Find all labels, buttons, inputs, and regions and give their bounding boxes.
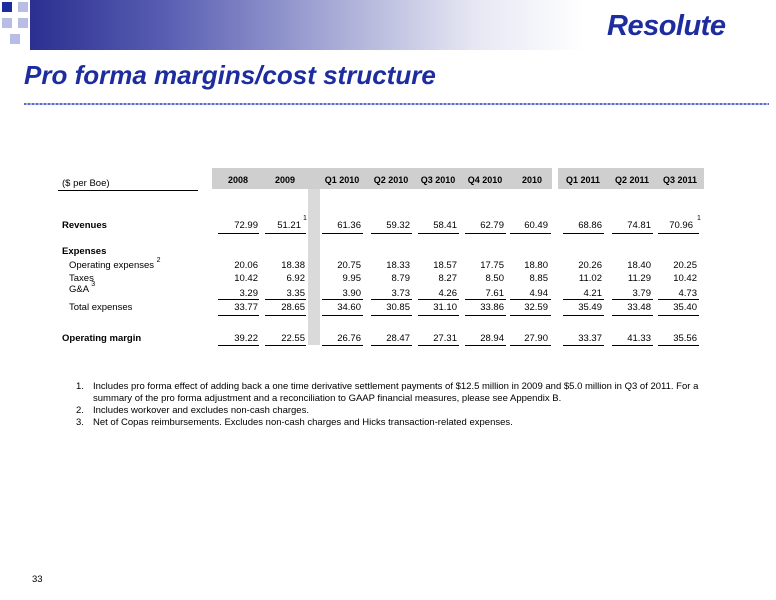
total-expenses-value: 35.40 [673,302,697,313]
revenues-value: 60.49 [524,220,548,231]
cell-underline [371,315,412,316]
cell-underline [465,299,506,300]
ga-value: 7.61 [485,288,504,299]
cell-underline [510,315,551,316]
total-expenses-value: 33.77 [234,302,258,313]
column-separator [308,189,320,345]
operating-margin-value: 33.37 [578,333,602,344]
row-label-operating-margin: Operating margin [62,333,142,344]
total-expenses-value: 33.86 [480,302,504,313]
cell-underline [322,315,363,316]
cell-underline [322,299,363,300]
opex-value: 20.25 [673,260,697,271]
ga-value: 3.29 [239,288,258,299]
ga-value: 4.21 [583,288,602,299]
cell-underline [612,233,653,234]
cell-underline [612,299,653,300]
cell-underline [658,345,699,346]
taxes-value: 8.79 [391,273,410,284]
column-header: Q2 2011 [614,175,650,185]
opex-value: 20.75 [337,260,361,271]
operating-margin-value: 35.56 [673,333,697,344]
cell-underline [418,233,459,234]
operating-margin-value: 28.94 [480,333,504,344]
cell-underline [371,345,412,346]
column-header: Q3 2010 [420,175,456,185]
opex-value: 18.38 [281,260,305,271]
page-title: Pro forma margins/cost structure [24,60,436,90]
cell-underline [510,299,551,300]
revenues-value: 70.96 [669,220,693,231]
total-expenses-value: 35.49 [578,302,602,313]
total-expenses-value: 30.85 [386,302,410,313]
cell-underline [465,345,506,346]
cell-underline [563,233,604,234]
taxes-value: 10.42 [234,273,258,284]
footnote-text: Includes pro forma effect of adding back a one time derivative settlement payments of $12.5 million in 2009 and $5.0 million in Q3 of 2011. For a [93,381,699,392]
cell-underline [418,299,459,300]
ga-value: 4.94 [529,288,548,299]
column-header: Q4 2010 [467,175,503,185]
taxes-value: 11.29 [627,273,651,284]
operating-margin-value: 27.31 [433,333,457,344]
cell-underline [418,315,459,316]
column-header: Q1 2010 [324,175,360,185]
total-expenses-value: 28.65 [281,302,305,313]
taxes-value: 10.42 [673,273,697,284]
cell-underline [265,299,306,300]
opex-value: 20.26 [578,260,602,271]
taxes-value: 9.95 [342,273,361,284]
column-header: Q2 2010 [373,175,409,185]
ga-value: 3.79 [632,288,651,299]
cell-underline [465,233,506,234]
column-header: Q3 2011 [662,175,698,185]
cell-underline [510,345,551,346]
cell-underline [612,315,653,316]
ga-value: 3.90 [342,288,361,299]
cell-underline [265,345,306,346]
row-label-taxes: Taxes [69,273,94,284]
column-header: Q1 2011 [565,175,601,185]
footnote-text: summary of the pro forma adjustment and a reconciliation to GAAP financial measures, please see Appendix B. [93,393,562,404]
footnote-ref: 1 [303,215,307,222]
cell-underline [265,233,306,234]
taxes-value: 8.27 [438,273,457,284]
cell-underline [465,315,506,316]
revenues-value: 68.86 [578,220,602,231]
row-label-ga: G&A $^3$ [69,281,96,295]
operating-margin-value: 27.90 [524,333,548,344]
operating-margin-value: 28.47 [386,333,410,344]
revenues-value: 51.21 [277,220,301,231]
cell-underline [658,299,699,300]
opex-value: 18.80 [524,260,548,271]
row-label-total-expenses: Total expenses [69,302,133,313]
cell-underline [322,345,363,346]
opex-value: 18.40 [627,260,651,271]
operating-margin-value: 39.22 [234,333,258,344]
ga-value: 4.26 [438,288,457,299]
revenues-value: 74.81 [627,220,651,231]
cell-underline [563,345,604,346]
revenues-value: 62.79 [480,220,504,231]
cell-underline [612,345,653,346]
cell-underline [658,233,699,234]
column-header: 2008 [227,175,249,185]
cell-underline [218,345,259,346]
footnote-number: 1. [76,381,84,392]
column-header: 2009 [274,175,296,185]
opex-value: 17.75 [480,260,504,271]
operating-margin-value: 41.33 [627,333,651,344]
total-expenses-value: 32.59 [524,302,548,313]
cell-underline [265,315,306,316]
header-gradient-band [30,0,585,50]
cell-underline [218,299,259,300]
revenues-value: 72.99 [234,220,258,231]
cell-underline [563,315,604,316]
cell-underline [658,315,699,316]
expenses-heading: Expenses [62,246,107,257]
row-label-revenues: Revenues [62,220,107,231]
cell-underline [510,233,551,234]
footnote-number: 2. [76,405,84,416]
unit-underline [58,190,198,191]
footnote-ref: 1 [697,215,701,222]
revenues-value: 59.32 [386,220,410,231]
taxes-value: 8.85 [529,273,548,284]
revenues-value: 61.36 [337,220,361,231]
footnote-text: Net of Copas reimbursements. Excludes non-cash charges and Hicks transaction-related expenses. [93,417,513,428]
footnote-text: Includes workover and excludes non-cash charges. [93,405,309,416]
opex-value: 18.33 [386,260,410,271]
title-divider [24,103,769,105]
cell-underline [218,315,259,316]
cell-underline [371,299,412,300]
ga-value: 3.35 [286,288,305,299]
cell-underline [563,299,604,300]
cell-underline [418,345,459,346]
row-label-operating-expenses: Operating expenses $^2$ [69,257,161,271]
page-number: 33 [32,574,43,585]
ga-value: 3.73 [391,288,410,299]
footnote-number: 3. [76,417,84,428]
opex-value: 18.57 [433,260,457,271]
taxes-value: 6.92 [286,273,305,284]
cell-underline [371,233,412,234]
total-expenses-value: 33.48 [627,302,651,313]
brand-logo: Resolute [607,10,726,42]
ga-value: 4.73 [678,288,697,299]
total-expenses-value: 34.60 [337,302,361,313]
column-header: 2010 [521,175,543,185]
cell-underline [218,233,259,234]
taxes-value: 11.02 [578,273,602,284]
cell-underline [322,233,363,234]
opex-value: 20.06 [234,260,258,271]
unit-label: ($ per Boe) [62,178,110,189]
operating-margin-value: 22.55 [281,333,305,344]
total-expenses-value: 31.10 [433,302,457,313]
operating-margin-value: 26.76 [337,333,361,344]
revenues-value: 58.41 [433,220,457,231]
taxes-value: 8.50 [485,273,504,284]
